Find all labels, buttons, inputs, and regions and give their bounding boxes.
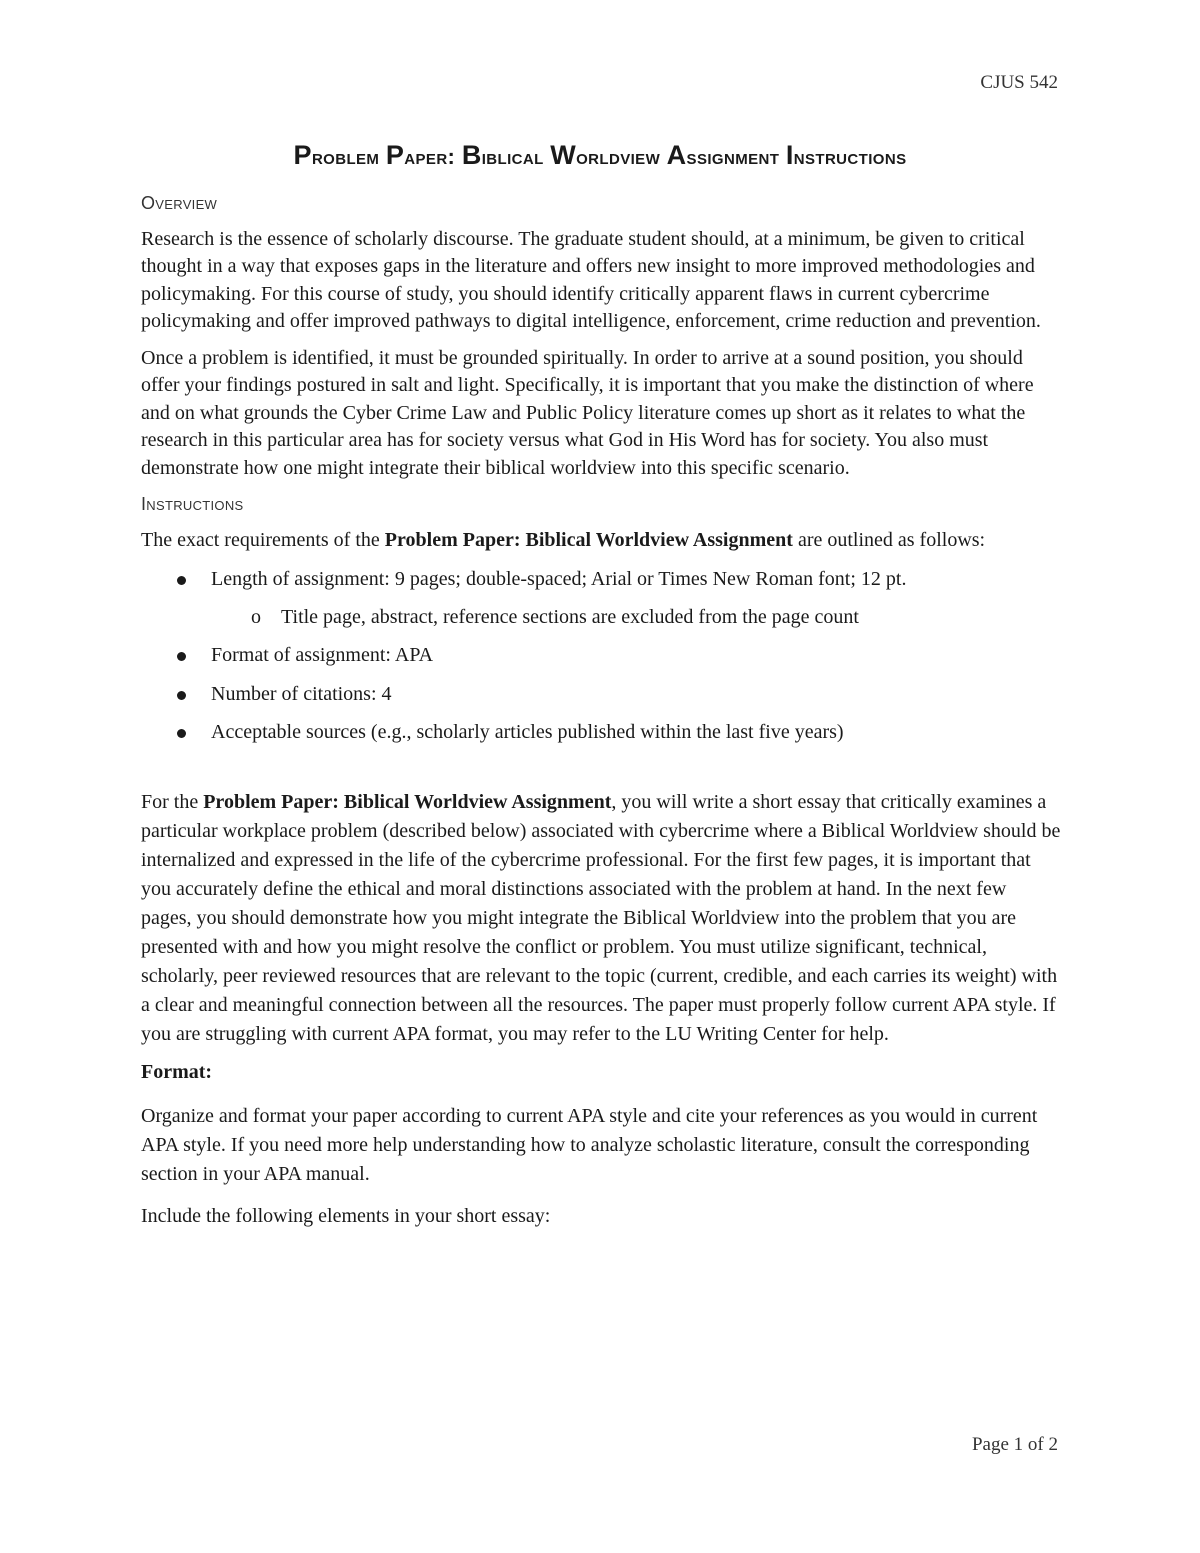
list-item: Number of citations: 4 xyxy=(141,681,1061,709)
bullet-icon xyxy=(177,691,186,700)
essay-paragraph: For the Problem Paper: Biblical Worldview Assignment, you will write a short essay that critically examines a particular workplace problem (described below) associated with cybercrime where a Biblical Worldview should be internalized and expressed in the life of the cybercrime professional. For the first few pages, it is important that you accurately define the ethical and moral distinctions associated with the problem at hand. In the next few pages, you should demonstrate how you might integrate the Biblical Worldview into the problem that you are presented with and how you might resolve the conflict or problem. You must utilize significant, technical, scholarly, peer reviewed resources that are relevant to the topic (current, credible, and each carries its weight) with a clear and meaningful connection between all the resources. The paper must properly follow current APA style. If you are struggling with current APA format, you may refer to the LU Writing Center for help. xyxy=(141,790,1061,1045)
page-title xyxy=(150,140,1050,171)
sub-bullet-icon: o xyxy=(251,605,261,628)
bullet-icon xyxy=(177,729,186,738)
document-body xyxy=(141,190,1061,1240)
title-word: Assignment xyxy=(666,140,780,170)
list-item: Format of assignment: APA xyxy=(141,642,1061,670)
title-word: Biblical xyxy=(461,140,544,170)
sub-list-item: o Title page, abstract, reference sections are excluded from the page count xyxy=(141,604,1061,632)
list-item: Acceptable sources (e.g., scholarly articles published within the last five years) xyxy=(141,719,1061,747)
title-word: Problem xyxy=(293,140,380,170)
instructions-heading: Instructions xyxy=(141,494,244,514)
overview-heading: Overview xyxy=(141,193,218,213)
format-heading: Format: xyxy=(141,1060,213,1083)
title-word: Instructions xyxy=(785,140,907,170)
title-word: Paper: xyxy=(385,140,456,170)
format-paragraph-2: Include the following elements in your short essay: xyxy=(141,1205,551,1227)
list-item: Length of assignment: 9 pages; double-spaced; Arial or Times New Roman font; 12 pt. o Title page, abstract, reference sections are excluded from the page count xyxy=(141,566,1061,631)
course-code-header: CJUS 542 xyxy=(980,72,1058,93)
requirements-list xyxy=(141,566,1061,747)
overview-paragraph-2: Once a problem is identified, it must be grounded spiritually. In order to arrive at a sound position, you should offer your findings postured in salt and light. Specifically, it is important that you make the distinction of where and on what grounds the Cyber Crime Law and Public Policy literature comes up short as it relates to what the research in this particular area has for society versus what God in His Word has for society. You also must demonstrate how one might integrate their biblical worldview into this specific scenario. xyxy=(141,346,1034,479)
bullet-icon xyxy=(177,652,186,661)
page-number: Page 1 of 2 xyxy=(971,1434,1058,1455)
title-word: Worldview xyxy=(550,140,661,170)
instructions-intro: The exact requirements of the Problem Paper: Biblical Worldview Assignment are outlined as follows: xyxy=(141,528,986,551)
bullet-icon xyxy=(177,576,186,585)
format-paragraph-1: Organize and format your paper according to current APA style and cite your references as you would in current APA style. If you need more help understanding how to analyze scholastic literature, consult the corresponding section in your APA manual. xyxy=(141,1105,1038,1185)
sub-list xyxy=(211,604,1061,632)
overview-paragraph-1: Research is the essence of scholarly discourse. The graduate student should, at a minimum, be given to critical thought in a way that exposes gaps in the literature and offers new insight to more improved methodologies and policymaking. For this course of study, you should identify critically apparent flaws in current cybercrime policymaking and offer improved pathways to digital intelligence, enforcement, crime reduction and prevention. xyxy=(141,227,1041,332)
